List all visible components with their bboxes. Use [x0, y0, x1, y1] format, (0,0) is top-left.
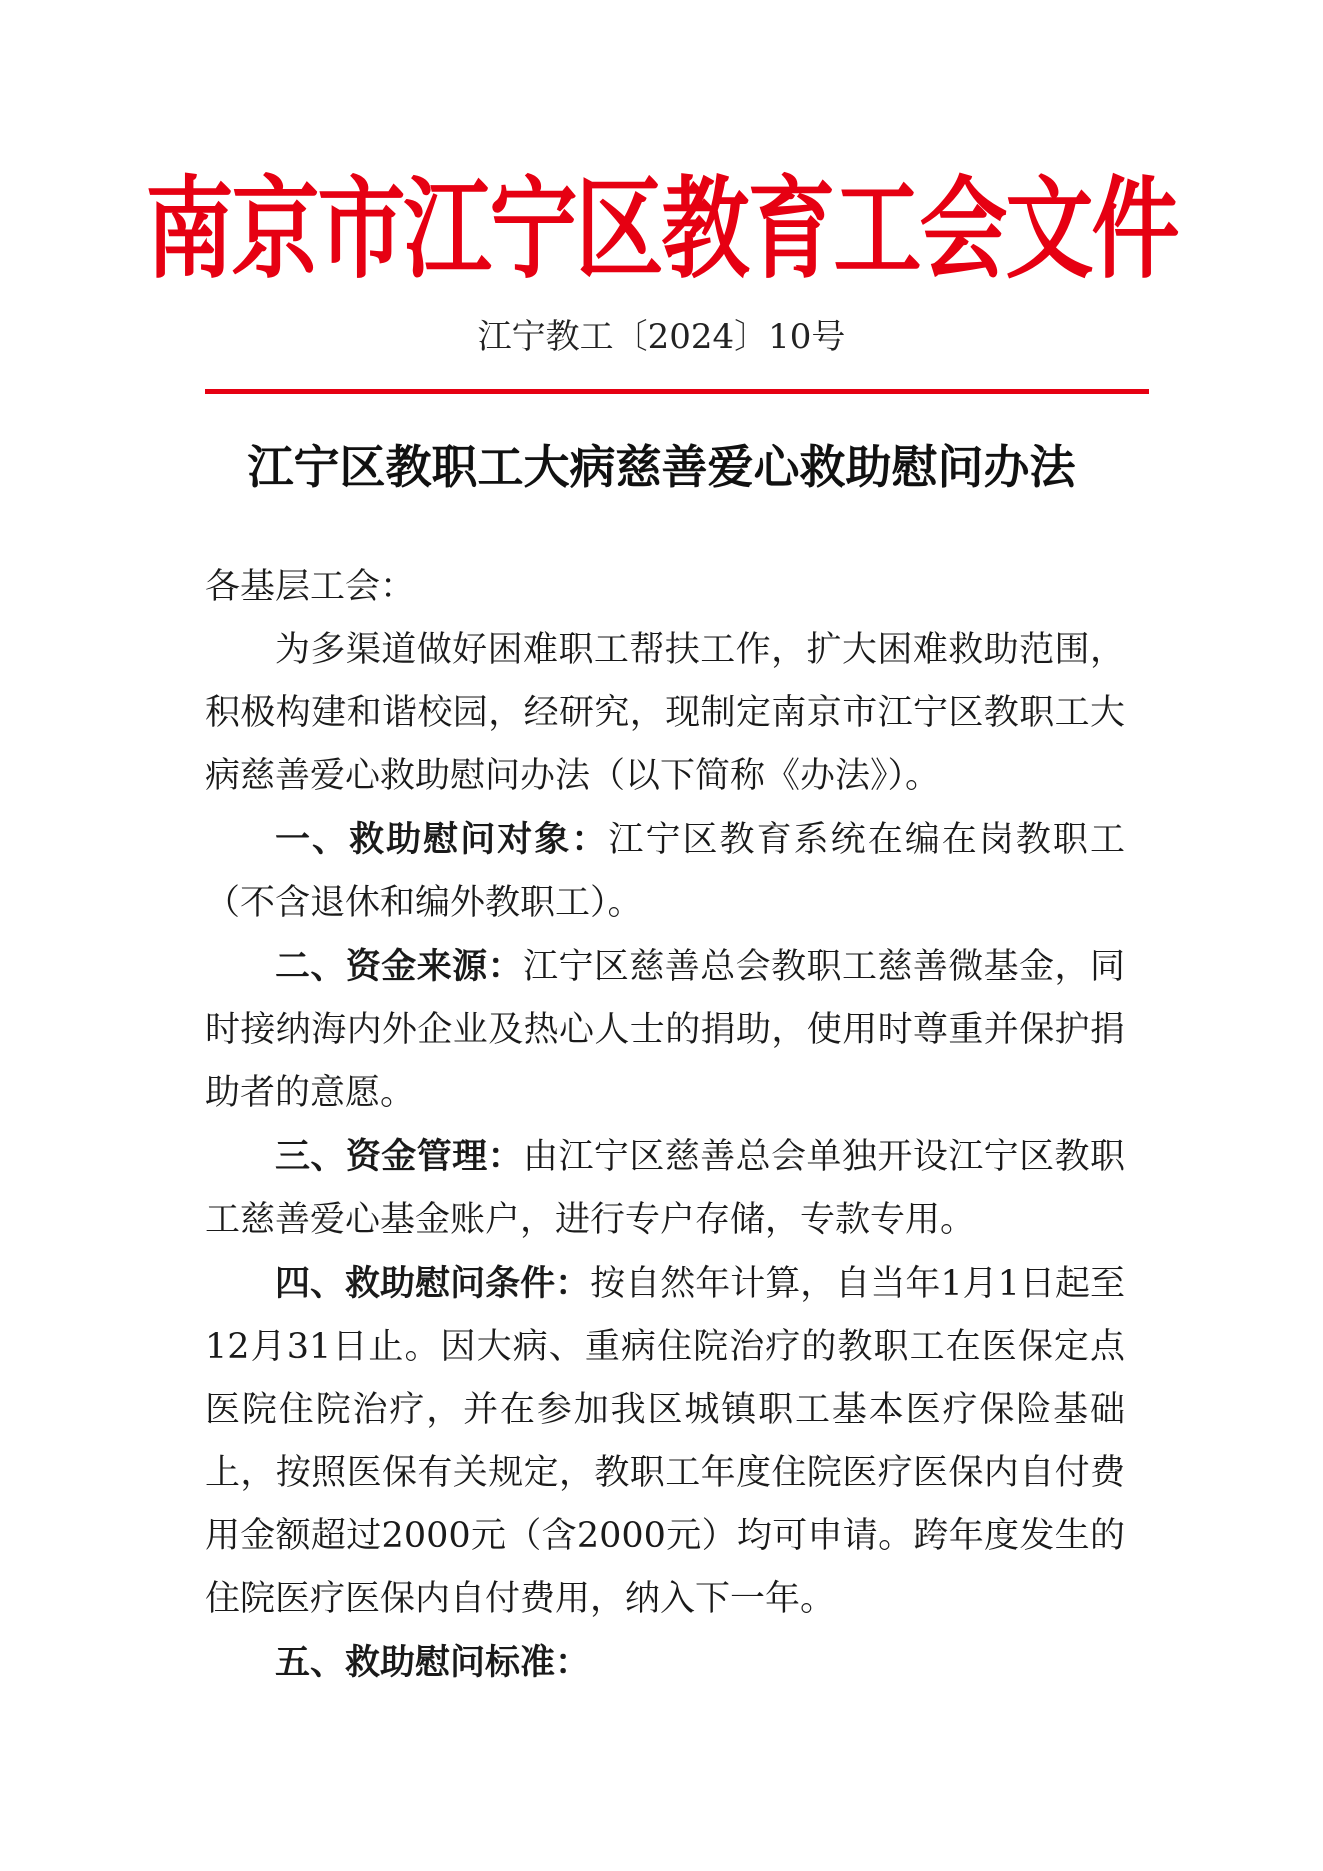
salutation: 各基层工会： [205, 567, 416, 607]
section-paragraph [205, 1125, 1125, 1252]
section-paragraph [205, 1631, 1125, 1695]
section-heading: 三、资金管理： [275, 1136, 524, 1177]
section-heading: 二、资金来源： [275, 946, 524, 987]
section-heading: 四、救助慰问条件： [275, 1263, 591, 1304]
intro-paragraph: 为多渠道做好困难职工帮扶工作，扩大困难救助范围，积极构建和谐校园，经研究，现制定南京市江宁区教职工大病慈善爱心救助慰问办法（以下简称《办法》）。 [205, 630, 1125, 796]
document-number: 江宁教工〔2024〕10号 [477, 317, 846, 357]
section-text: 江宁区慈善总会教职工慈善微基金，同时接纳海内外企业及热心人士的捐助，使用时尊重并保护捐助者的意愿。 [205, 947, 1125, 1113]
section-paragraph [205, 935, 1125, 1125]
section-paragraph [205, 1252, 1125, 1631]
section-text: 按自然年计算，自当年1月1日起至12月31日止。因大病、重病住院治疗的教职工在医保定点医院住院治疗，并在参加我区城镇职工基本医疗保险基础上，按照医保有关规定，教职工年度住院医疗医保内自付费用金额超过2000元（含2000元）均可申请。跨年度发生的住院医疗医保内自付费用，纳入下一年。 [205, 1264, 1125, 1619]
section-paragraph [205, 808, 1125, 935]
section-text: 由江宁区慈善总会单独开设江宁区教职工慈善爱心基金账户，进行专户存储，专款专用。 [205, 1137, 1125, 1240]
document-header-title: 南京市江宁区教育工会文件 [145, 165, 1178, 294]
document-body [205, 556, 1125, 1695]
red-divider-line [205, 389, 1149, 394]
section-text: 江宁区教育系统在编在岗教职工（不含退休和编外教职工）。 [205, 820, 1125, 923]
document-title: 江宁区教职工大病慈善爱心救助慰问办法 [247, 440, 1076, 494]
section-heading: 五、救助慰问标准： [275, 1642, 591, 1683]
section-heading: 一、救助慰问对象： [275, 819, 609, 860]
